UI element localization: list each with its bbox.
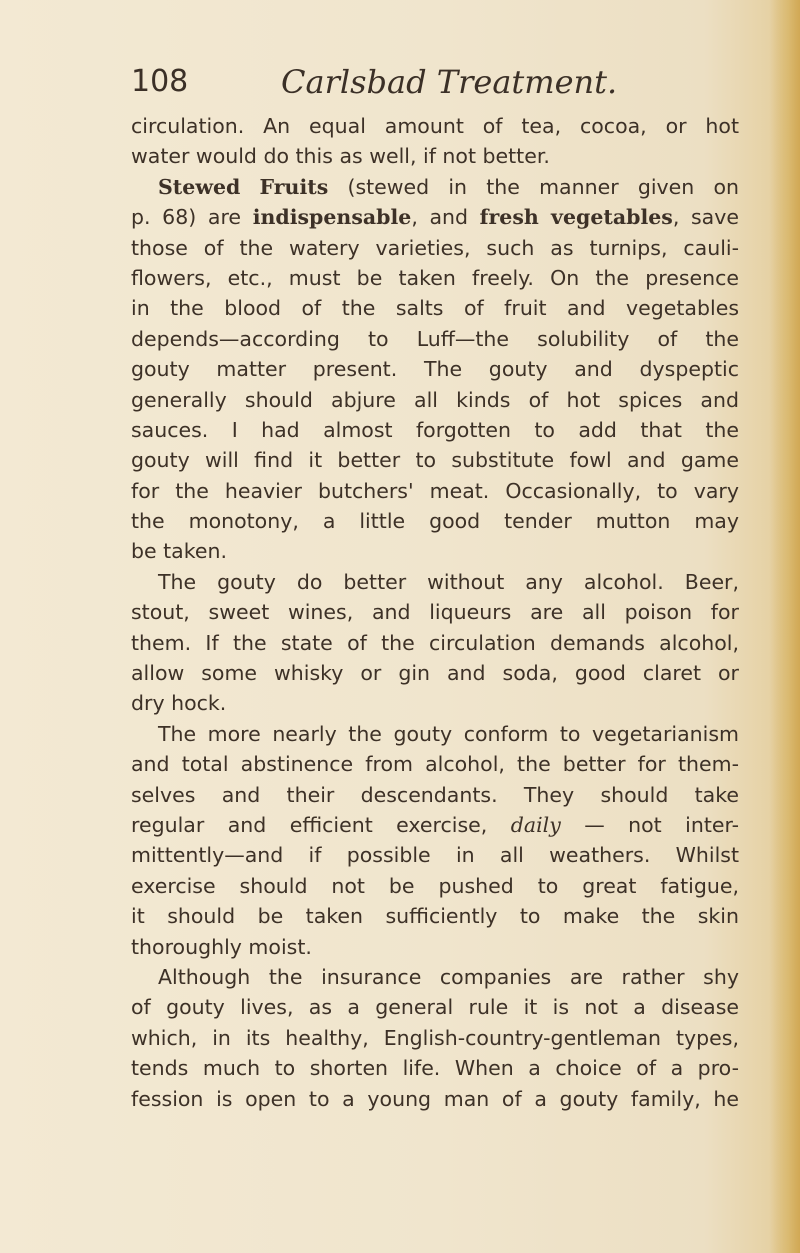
text-line: exercise should not be pushed to great fatigue, (131, 873, 739, 898)
text-line: water would do this as well, if not better. (131, 144, 550, 169)
text-line: gouty matter present. The gouty and dyspeptic (131, 357, 739, 382)
text-line (131, 810, 739, 840)
page-edge-shading (770, 0, 800, 1253)
text-line (131, 202, 739, 232)
text-line: generally should abjure all kinds of hot spices and (131, 387, 739, 412)
text-line: dry hock. (131, 691, 227, 716)
text-line: the monotony, a little good tender mutton may (131, 509, 739, 534)
text-fragment: p. 68) are (131, 205, 253, 230)
text-line: them. If the state of the circulation demands alcohol, (131, 630, 739, 655)
text-line: it should be taken sufficiently to make the skin (131, 904, 739, 929)
bold-term: indispensable (252, 205, 412, 230)
text-line: fession is open to a young man of a gouty family, he (131, 1086, 739, 1111)
text-line: allow some whisky or gin and soda, good claret or (131, 661, 739, 686)
text-line: stout, sweet wines, and liqueurs are all poison for (131, 600, 739, 625)
text-fragment: (stewed in the manner given on (328, 174, 739, 199)
bold-term: Stewed (158, 174, 241, 199)
text-line: in the blood of the salts of fruit and vegetables (131, 296, 739, 321)
text-line: selves and their descendants. They should take (131, 782, 739, 807)
text-line: flowers, etc., must be taken freely. On the presence (131, 265, 739, 290)
text-line: and total abstinence from alcohol, the better for them- (131, 752, 739, 777)
running-title: Carlsbad Treatment. (281, 63, 618, 101)
text-line: of gouty lives, as a general rule it is not a disease (131, 995, 739, 1020)
text-line: those of the watery varieties, such as turnips, cauli- (131, 235, 739, 260)
text-line: mittently—and if possible in all weathers. Whilst (131, 843, 739, 868)
text-line: gouty will find it better to substitute fowl and game (131, 448, 739, 473)
bold-term: Fruits (259, 174, 329, 199)
text-fragment: regular and efficient exercise, (131, 812, 511, 837)
page-number: 108 (131, 64, 189, 99)
text-line: for the heavier butchers' meat. Occasionally, to vary (131, 478, 739, 503)
italic-term: daily (510, 812, 561, 837)
text-line: The more nearly the gouty conform to vegetarianism (158, 721, 739, 746)
text-fragment: , and (411, 205, 480, 230)
text-line: circulation. An equal amount of tea, cocoa, or hot (131, 114, 739, 138)
text-line: tends much to shorten life. When a choice of a pro- (131, 1056, 739, 1081)
text-line: which, in its healthy, English-country-gentleman types, (131, 1025, 739, 1050)
text-line: The gouty do better without any alcohol. Beer, (158, 569, 739, 594)
page-header (131, 62, 751, 106)
text-line: sauces. I had almost forgotten to add that the (131, 417, 739, 442)
body-text (131, 111, 739, 1114)
text-line (131, 172, 739, 202)
text-line: thoroughly moist. (131, 934, 312, 959)
text-fragment: — not inter- (560, 812, 739, 837)
text-line: depends—according to Luff—the solubility of the (131, 326, 739, 351)
text-fragment: , save (672, 205, 739, 230)
text-line: be taken. (131, 539, 228, 564)
bold-term: fresh vegetables (479, 205, 673, 230)
text-line: Although the insurance companies are rather shy (158, 964, 739, 989)
